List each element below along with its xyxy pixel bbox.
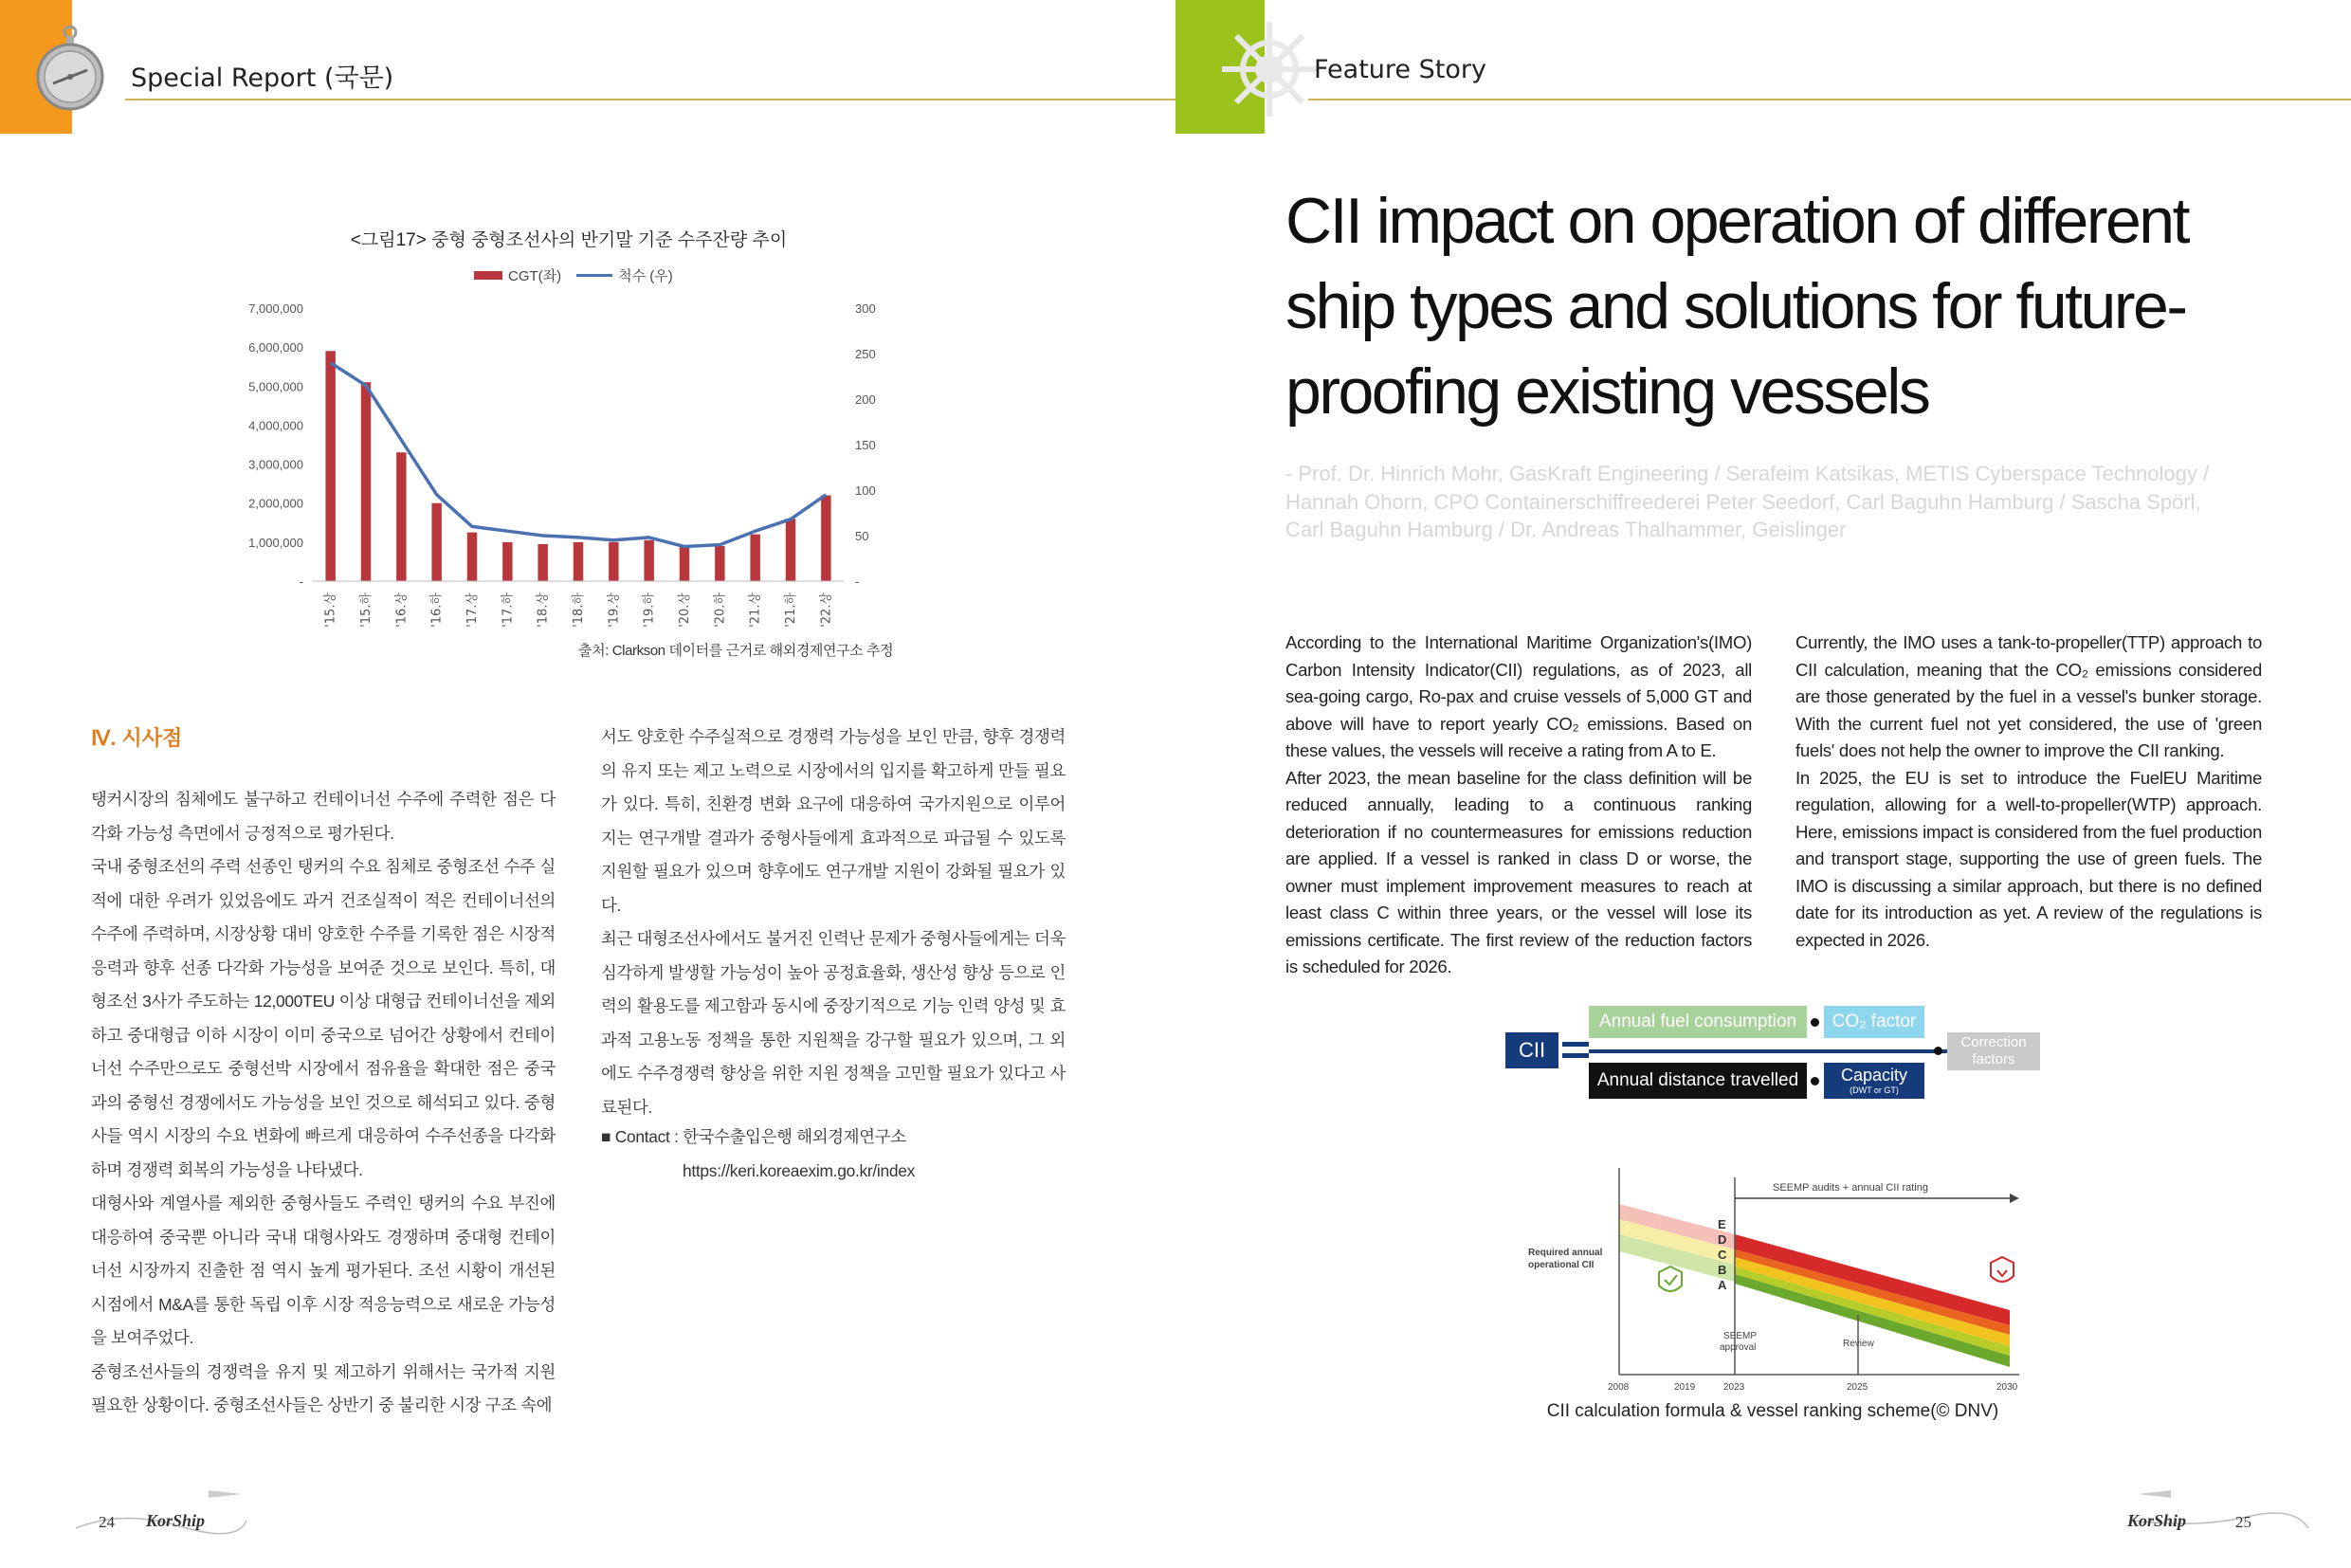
y-right-tick-label: 50 <box>855 529 869 543</box>
legend-bar-swatch <box>474 271 502 280</box>
page-number-left: 24 <box>99 1513 115 1531</box>
grade-c: C <box>1718 1248 1727 1262</box>
brand-logo-left: KorShip <box>146 1511 206 1530</box>
paragraph: 탱커시장의 침체에도 불구하고 컨테이너선 수주에 주력한 점은 다각화 가능성 측면에서 긍정적으로 평가된다. <box>91 790 556 843</box>
multiply-dot-2 <box>1811 1077 1819 1085</box>
compass-icon <box>30 25 110 112</box>
capacity-label: Capacity <box>1840 1066 1908 1085</box>
x-tick-label: '17.하 <box>501 593 516 628</box>
chart-bar <box>821 495 830 581</box>
chart-legend <box>474 265 673 285</box>
equals-sign <box>1562 1042 1589 1047</box>
title-line: proofing existing vessels <box>1285 356 1929 428</box>
page-number-right: 25 <box>2235 1513 2251 1531</box>
y-left-tick-label: 1,000,000 <box>248 535 303 550</box>
annual-fuel-box: Annual fuel consumption <box>1589 1006 1807 1038</box>
header-rule-right <box>1308 99 2351 100</box>
chart-bar <box>325 351 335 581</box>
year-2025: 2025 <box>1847 1382 1868 1393</box>
section-label-left: Special Report (국문) <box>131 64 394 93</box>
equals-sign-bar <box>1562 1053 1589 1058</box>
paragraph: Currently, the IMO uses a tank-to-propeller(TTP) approach to CII calculation, meaning that the CO₂ emissions considered are those generated by the fuel in a vessel's bunker storage. With the current fuel not yet considered, the use of 'green fuels' does not help the owner to improve the CII ranking. <box>1795 632 2262 760</box>
contact-url[interactable]: https://keri.koreaexim.go.kr/index <box>683 1161 915 1180</box>
capacity-sub: (DWT or GT) <box>1850 1085 1899 1095</box>
seemp-audits-label: SEEMP audits + annual CII rating <box>1773 1182 1928 1194</box>
left-column-2 <box>601 720 1066 1124</box>
y-right-tick-label: - <box>855 574 860 589</box>
cii-ranking-diagram <box>1517 1158 2029 1395</box>
x-tick-label: '20.상 <box>678 593 692 628</box>
correction-label: Correction factors <box>1960 1034 2027 1067</box>
section-label-right: Feature Story <box>1314 55 1486 84</box>
seemp-approval-1: SEEMP <box>1723 1331 1758 1341</box>
chart-bar <box>502 542 512 581</box>
chart-source: 출처: Clarkson 데이터를 근거로 해외경제연구소 추정 <box>578 643 894 659</box>
grade-b: B <box>1718 1263 1727 1277</box>
y-left-tick-label: 2,000,000 <box>248 496 303 511</box>
arrowhead <box>2010 1194 2019 1203</box>
year-2019: 2019 <box>1674 1382 1696 1393</box>
paragraph: According to the International Maritime Organization's(IMO) Carbon Intensity Indicator(CII) regulations, as of 2023, all sea-going cargo, Ro-pax and cruise vessels of 5,000 GT and above will have to report yearly CO₂ emissions. Based on these values, the vessels will receive a rating from A to E. <box>1285 632 1752 760</box>
title-line: ship types and solutions for future- <box>1285 270 2186 342</box>
chart-bar <box>574 542 583 581</box>
red-shield-icon <box>1991 1257 2014 1282</box>
co2-factor-box: CO₂ factor <box>1824 1006 1924 1038</box>
paragraph: In 2025, the EU is set to introduce the FuelEU Maritime regulation, allowing for a well-to-propeller(WTP) approach. Here, emissions impact is considered from the fuel production and transport stage, supporting the use of green fuels. The IMO is discussing a similar approach, but there is no defined date for its introduction as yet. A review of the regulations is expected in 2026. <box>1795 767 2262 950</box>
y-left-tick-label: - <box>299 574 303 589</box>
chart-bar <box>538 544 547 581</box>
legend-line-label: 척수 (우) <box>618 268 673 284</box>
y-left-tick-label: 4,000,000 <box>248 418 303 433</box>
right-column-1 <box>1285 629 1752 981</box>
seemp-approval-2: approval <box>1720 1342 1757 1353</box>
orderbook-chart <box>218 289 920 645</box>
authors <box>1285 460 2262 544</box>
x-tick-label: '16.상 <box>394 593 410 628</box>
y-right-tick-label: 150 <box>855 438 876 452</box>
title-line: CII impact on operation of different <box>1285 185 2189 257</box>
paragraph: 중형조선사들의 경쟁력을 유지 및 제고하기 위해서는 국가적 지원 필요한 상황이다. 중형조선사들은 상반기 중 불리한 시장 구조 속에 <box>91 1361 556 1414</box>
grade-a: A <box>1718 1278 1727 1292</box>
paragraph: After 2023, the mean baseline for the class definition will be reduced annually, leading to a continuous ranking deterioration if no countermeasures for emissions reduction are applied. If a vessel is ranked in class D or worse, the owner must implement improvement measures to reach at least class C within three years, or the vessel will lose its emissions certificate. The first review of the reduction factors is scheduled for 2026. <box>1285 767 1752 976</box>
chart-bar <box>750 535 759 581</box>
chart-bar <box>786 519 795 581</box>
article-title <box>1285 178 2328 434</box>
author-line: Carl Baguhn Hamburg / Dr. Andreas Thalhammer, Geislinger <box>1285 518 1847 541</box>
cii-formula <box>1498 1000 2048 1114</box>
y-left-tick-label: 6,000,000 <box>248 340 303 356</box>
author-line: Hannah Ohorn, CPO Containerschiffreederei Peter Seedorf, Carl Baguhn Hamburg / Sascha Spörl, <box>1285 489 2201 514</box>
figure-caption: CII calculation formula & vessel ranking scheme(© DNV) <box>1546 1401 1999 1421</box>
review-label: Review <box>1843 1339 1874 1349</box>
chart-title: <그림17> 중형 중형조선사의 반기말 기준 수주잔량 추이 <box>350 230 788 250</box>
left-column-1 <box>91 783 556 1423</box>
x-tick-label: '19.상 <box>607 593 622 628</box>
x-tick-label: '16.하 <box>429 593 445 628</box>
contact-label: ■ Contact : 한국수출입은행 해외경제연구소 <box>601 1127 906 1146</box>
y-right-tick-label: 100 <box>855 483 876 498</box>
green-shield-icon <box>1659 1267 1682 1291</box>
grade-e: E <box>1718 1217 1726 1231</box>
x-tick-label: '18.상 <box>536 593 551 628</box>
header-rule-left <box>125 99 1176 100</box>
x-tick-label: '18.하 <box>572 593 586 628</box>
y-left-tick-label: 7,000,000 <box>248 301 303 316</box>
brand-logo-right: KorShip <box>2127 1511 2187 1530</box>
annual-distance-box: Annual distance travelled <box>1589 1063 1807 1099</box>
chart-bar <box>361 382 371 581</box>
required-label-1: Required annual <box>1528 1248 1603 1258</box>
right-column-2 <box>1795 629 2262 954</box>
correction-box <box>1947 1032 2040 1070</box>
chart-bar <box>644 540 653 581</box>
x-tick-label: '15.상 <box>323 593 338 628</box>
y-right-tick-label: 250 <box>855 347 876 361</box>
chart-bar <box>396 452 406 581</box>
year-2030: 2030 <box>1996 1382 2018 1393</box>
fraction-dot <box>1934 1047 1942 1055</box>
chart-bar <box>431 503 441 581</box>
ship-wheel-icon <box>1217 17 1321 121</box>
multiply-dot <box>1811 1018 1819 1027</box>
author-line: - Prof. Dr. Hinrich Mohr, GasKraft Engineering / Serafeim Katsikas, METIS Cyberspace Technology / <box>1285 462 2210 485</box>
required-label-2: operational CII <box>1528 1260 1595 1270</box>
y-right-tick-label: 300 <box>855 301 876 316</box>
year-2008: 2008 <box>1608 1382 1630 1393</box>
x-tick-label: '19.하 <box>642 593 657 628</box>
year-2023: 2023 <box>1723 1382 1745 1393</box>
paragraph: 국내 중형조선의 주력 선종인 탱커의 수요 침체로 중형조선 수주 실적에 대한 우려가 있었음에도 과거 건조실적이 적은 컨테이너선의 수주에 주력하며, 시장상황 대비 양호한 수주를 기록한 점은 시장적응력과 향후 선종 다각화 가능성을 보여준 것으로 보인다. 특히, 대형조선 3사가 주도하는 12,000TEU 이상 대형급 컨테이너선을 제외하고 중대형급 이하 시장이 이미 중국으로 넘어간 상황에서 컨테이너선 수주만으로도 중형선박 시장에서 점유율을 확대한 점은 중국과의 중형선 경쟁에서도 가능성을 보인 것으로 해석되고 있다. 중형사들 역시 시장의 수요 변화에 빠르게 대응하여 수주선종을 다각화하며 경쟁력 회복의 가능성을 나타냈다. <box>91 857 556 1179</box>
legend-line-swatch <box>576 274 612 277</box>
grade-d: D <box>1718 1232 1727 1247</box>
paragraph: 서도 양호한 수주실적으로 경쟁력 가능성을 보인 만큼, 향후 경쟁력의 유지 또는 제고 노력으로 시장에서의 입지를 확고하게 만들 필요가 있다. 특히, 친환경 변화 요구에 대응하여 국가지원으로 이루어지는 연구개발 결과가 중형사들에게 효과적으로 파급될 수 있도록 지원할 필요가 있으며 향후에도 연구개발 지원이 강화될 필요가 있다. <box>601 727 1066 915</box>
x-tick-label: '15.하 <box>359 593 374 628</box>
x-tick-label: '21.하 <box>784 593 798 628</box>
section-heading: Ⅳ. 시사점 <box>91 726 183 750</box>
x-tick-label: '21.상 <box>748 593 763 628</box>
paragraph: 최근 대형조선사에서도 불거진 인력난 문제가 중형사들에게는 더욱 심각하게 발생할 가능성이 높아 공정효율화, 생산성 향상 등으로 인력의 활용도를 제고함과 동시에 중장기적으로 기능 인력 양성 및 효과적 고용노동 정책을 통한 지원책을 강구할 필요가 있으며, 그 외에도 수주경쟁력 향상을 위한 지원 정책을 고민할 필요가 있다고 사료된다. <box>601 929 1066 1117</box>
cii-label-box: CII <box>1505 1032 1558 1068</box>
paragraph: 대형사와 계열사를 제외한 중형사들도 주력인 탱커의 수요 부진에 대응하여 중국뿐 아니라 국내 대형사와도 경쟁하며 중대형 컨테이너선 시장까지 진출한 점 역시 높게 평가된다. 조선 시황이 개선된 시점에서 M&A를 통한 독립 이후 시장 적응능력으로 새로운 가능성을 보여주었다. <box>91 1194 556 1347</box>
chart-bar <box>467 533 477 581</box>
legend-bar-label: CGT(좌) <box>508 268 562 284</box>
chart-bar <box>715 546 724 581</box>
y-left-tick-label: 5,000,000 <box>248 379 303 394</box>
chart-bar <box>680 546 689 581</box>
x-tick-label: '17.상 <box>465 593 480 628</box>
x-tick-label: '22.상 <box>819 593 834 628</box>
x-tick-label: '20.하 <box>713 593 728 628</box>
y-left-tick-label: 3,000,000 <box>248 457 303 472</box>
y-right-tick-label: 200 <box>855 392 876 407</box>
capacity-box <box>1824 1063 1924 1099</box>
chart-bar <box>609 542 618 581</box>
